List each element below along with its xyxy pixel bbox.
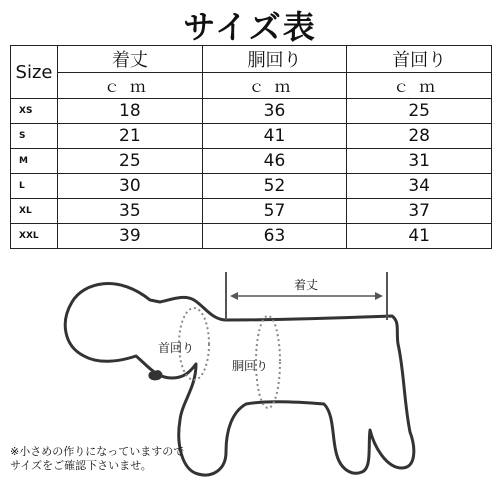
- table-cell: 31: [347, 149, 492, 174]
- column-header-chest: 胴回り: [202, 46, 347, 73]
- table-cell: 25: [58, 149, 203, 174]
- length-label: 着丈: [293, 278, 319, 292]
- table-cell: 30: [58, 174, 203, 199]
- neck-label: 首回り: [157, 341, 195, 355]
- size-label: XL: [11, 199, 58, 224]
- table-cell: 41: [347, 224, 492, 249]
- table-cell: 39: [58, 224, 203, 249]
- size-label: M: [11, 149, 58, 174]
- table-cell: 28: [347, 124, 492, 149]
- table-cell: 21: [58, 124, 203, 149]
- unit-cell: ｃｍ: [58, 73, 203, 99]
- table-cell: 52: [202, 174, 347, 199]
- unit-cell: ｃｍ: [347, 73, 492, 99]
- size-column-header: Size: [11, 46, 58, 99]
- size-note: [10, 445, 290, 473]
- table-row: [11, 124, 492, 149]
- table-cell: 37: [347, 199, 492, 224]
- size-label: XS: [11, 99, 58, 124]
- table-header-row: [11, 46, 492, 73]
- table-cell: 36: [202, 99, 347, 124]
- table-row: [11, 99, 492, 124]
- table-row: [11, 174, 492, 199]
- table-cell: 63: [202, 224, 347, 249]
- table-cell: 34: [347, 174, 492, 199]
- length-arrow-right-head: [375, 292, 383, 300]
- note-line: ※小さめの作りになっていますので: [10, 445, 185, 458]
- note-line: サイズをご確認下さいませ。: [10, 459, 152, 472]
- table-cell: 25: [347, 99, 492, 124]
- table-row: [11, 224, 492, 249]
- table-row: [11, 199, 492, 224]
- table-cell: 46: [202, 149, 347, 174]
- size-label: L: [11, 174, 58, 199]
- dog-nose: [148, 370, 162, 380]
- size-label: XXL: [11, 224, 58, 249]
- column-header-length: 着丈: [58, 46, 203, 73]
- table-row: [11, 149, 492, 174]
- table-cell: 57: [202, 199, 347, 224]
- table-cell: 35: [58, 199, 203, 224]
- table-cell: 18: [58, 99, 203, 124]
- column-header-neck: 首回り: [347, 46, 492, 73]
- length-arrow-left-head: [230, 292, 238, 300]
- table-cell: 41: [202, 124, 347, 149]
- size-label: S: [11, 124, 58, 149]
- unit-row: [11, 73, 492, 99]
- chest-label: 胴回り: [231, 359, 269, 373]
- page-title: サイズ表: [183, 8, 317, 46]
- size-table: [10, 45, 492, 249]
- unit-cell: ｃｍ: [202, 73, 347, 99]
